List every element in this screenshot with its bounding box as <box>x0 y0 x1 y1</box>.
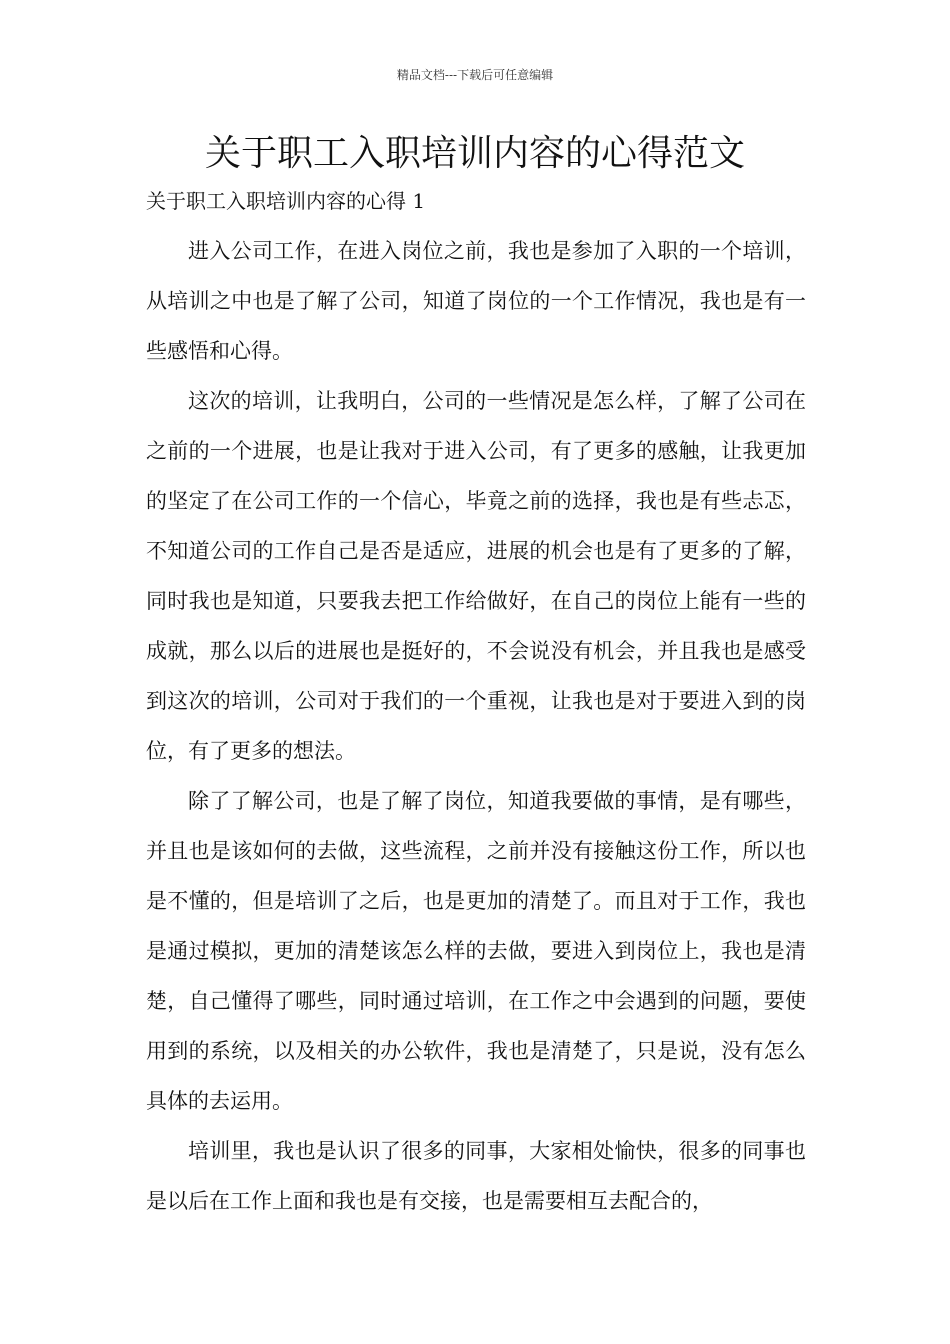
header-note: 精品文档---下载后可任意编辑 <box>396 68 554 82</box>
paragraph: 进入公司工作，在进入岗位之前，我也是参加了入职的一个培训，从培训之中也是了解了公司，知道了岗位的一个工作情况，我也是有一些感悟和心得。 <box>146 239 806 363</box>
document-title: 关于职工入职培训内容的心得范文 <box>204 133 745 174</box>
paragraph: 这次的培训，让我明白，公司的一些情况是怎么样，了解了公司在之前的一个进展，也是让我对于进入公司，有了更多的感触，让我更加的坚定了在公司工作的一个信心，毕竟之前的选择，我也是有些忐忑，不知道公司的工作自己是否是适应，进展的机会也是有了更多的了解，同时我也是知道，只要我去把工作给做好，在自己的岗位上能有一些的成就，那么以后的进展也是挺好的，不会说没有机会，并且我也是感受到这次的培训，公司对于我们的一个重视，让我也是对于要进入到的岗位，有了更多的想法。 <box>146 389 806 763</box>
body-text <box>146 226 806 1226</box>
paragraph: 除了了解公司，也是了解了岗位，知道我要做的事情，是有哪些，并且也是该如何的去做，这些流程，之前并没有接触这份工作，所以也是不懂的，但是培训了之后，也是更加的清楚了。而且对于工作，我也是通过模拟，更加的清楚该怎么样的去做，要进入到岗位上，我也是清楚，自己懂得了哪些，同时通过培训，在工作之中会遇到的问题，要使用到的系统，以及相关的办公软件，我也是清楚了，只是说，没有怎么具体的去运用。 <box>146 789 806 1113</box>
section-subtitle: 关于职工入职培训内容的心得 1 <box>146 189 426 213</box>
paragraph: 培训里，我也是认识了很多的同事，大家相处愉快，很多的同事也是以后在工作上面和我也是有交接，也是需要相互去配合的， <box>146 1139 806 1213</box>
